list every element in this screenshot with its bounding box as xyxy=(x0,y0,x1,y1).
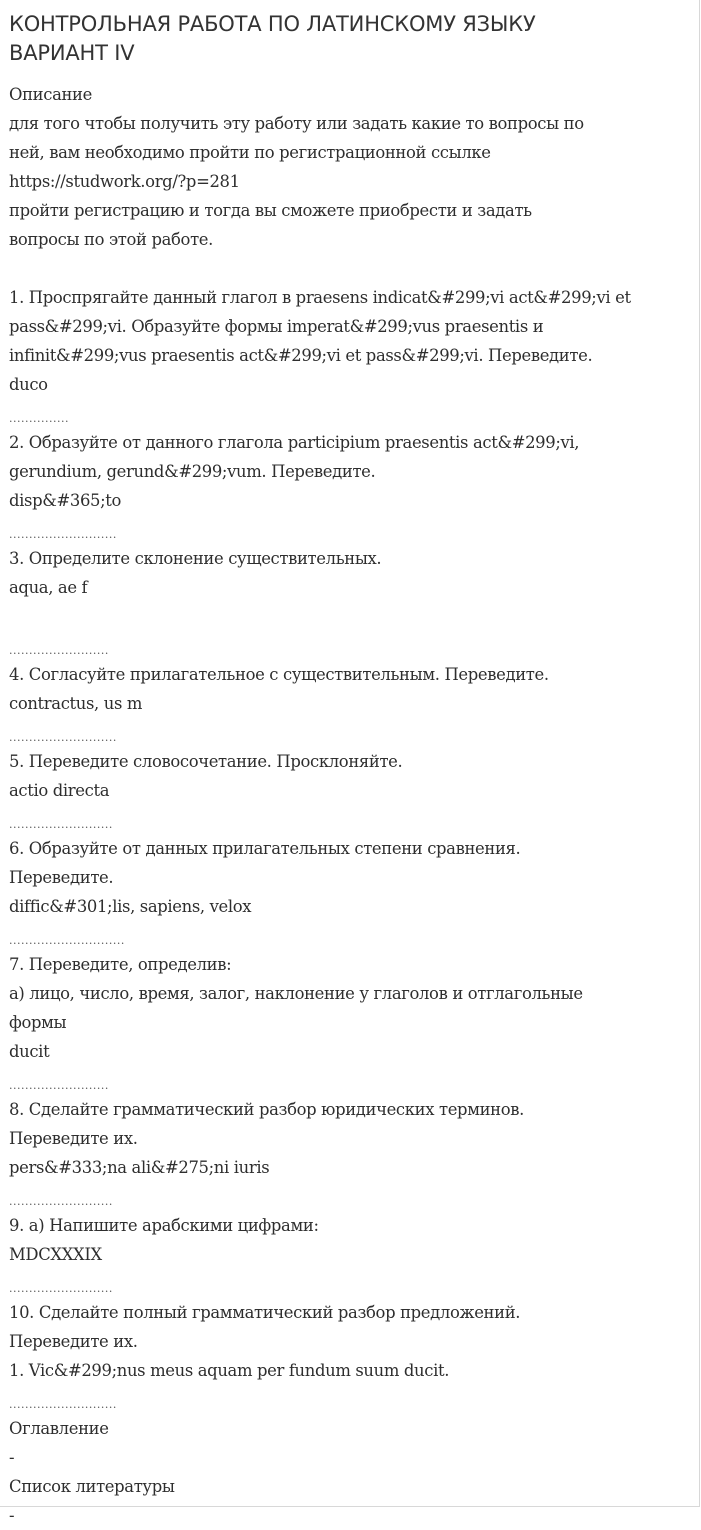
answer-placeholder-dots: ............... xyxy=(9,412,69,425)
task-line: 8. Сделайте грамматический разбор юридических терминов. xyxy=(9,1100,524,1119)
task-line: pers&#333;na ali&#275;ni iuris xyxy=(9,1158,270,1177)
task-item xyxy=(9,428,695,544)
task-line: MDCXXXIX xyxy=(9,1245,102,1264)
task-line: а) лицо, число, время, залог, наклонение у глаголов и отглагольные xyxy=(9,984,583,1003)
page-title xyxy=(9,10,695,68)
task-item xyxy=(9,1211,695,1298)
page-title-line-2: ВАРИАНТ IV xyxy=(9,41,135,65)
answer-placeholder-dots: ........................... xyxy=(9,528,117,541)
task-item xyxy=(9,1298,695,1414)
task-line: Переведите их. xyxy=(9,1332,138,1351)
answer-placeholder-dots: .......................... xyxy=(9,1195,113,1208)
spacer xyxy=(9,254,695,283)
task-line: 9. а) Напишите арабскими цифрами: xyxy=(9,1216,319,1235)
intro-line-4: вопросы по этой работе. xyxy=(9,230,213,249)
task-line: Переведите их. xyxy=(9,1129,138,1148)
contents-value: - xyxy=(9,1448,15,1467)
task-line xyxy=(9,602,695,631)
description-label: Описание xyxy=(9,85,92,104)
answer-placeholder-dots: ........................... xyxy=(9,731,117,744)
answer-placeholder-dots: .......................... xyxy=(9,818,113,831)
task-line: 5. Переведите словосочетание. Просклоняйте. xyxy=(9,752,403,771)
answer-placeholder-dots: ......................... xyxy=(9,1079,109,1092)
contents-label: Оглавление xyxy=(9,1419,109,1438)
task-line: disp&#365;to xyxy=(9,491,122,510)
task-line: 1. Проспрягайте данный глагол в praesens indicat&#299;vi act&#299;vi et xyxy=(9,288,631,307)
answer-placeholder-dots: .......................... xyxy=(9,1282,113,1295)
task-line: ducit xyxy=(9,1042,50,1061)
document-content xyxy=(9,10,695,1530)
task-line: infinit&#299;vus praesentis act&#299;vi et pass&#299;vi. Переведите. xyxy=(9,346,593,365)
answer-placeholder-dots: ......................... xyxy=(9,644,109,657)
task-line: 1. Vic&#299;nus meus aquam per fundum suum ducit. xyxy=(9,1361,450,1380)
task-line: Переведите. xyxy=(9,868,114,887)
task-item xyxy=(9,834,695,950)
answer-placeholder-dots: ............................. xyxy=(9,934,125,947)
task-line: 3. Определите склонение существительных. xyxy=(9,549,382,568)
task-line: contractus, us m xyxy=(9,694,143,713)
task-line: 6. Образуйте от данных прилагательных степени сравнения. xyxy=(9,839,521,858)
task-line: 2. Образуйте от данного глагола participium praesentis act&#299;vi, xyxy=(9,433,580,452)
task-line: 7. Переведите, определив: xyxy=(9,955,232,974)
page-title-line-1: КОНТРОЛЬНАЯ РАБОТА ПО ЛАТИНСКОМУ ЯЗЫКУ xyxy=(9,12,536,36)
task-line: формы xyxy=(9,1013,67,1032)
task-line: 4. Согласуйте прилагательное с существительным. Переведите. xyxy=(9,665,549,684)
task-item xyxy=(9,1095,695,1211)
task-line: 10. Сделайте полный грамматический разбор предложений. xyxy=(9,1303,521,1322)
intro-line-1: для того чтобы получить эту работу или задать какие то вопросы по xyxy=(9,114,584,133)
task-item xyxy=(9,747,695,834)
task-line: gerundium, gerund&#299;vum. Переведите. xyxy=(9,462,376,481)
task-line: actio directa xyxy=(9,781,110,800)
task-line: duco xyxy=(9,375,48,394)
task-line: diffic&#301;lis, sapiens, velox xyxy=(9,897,252,916)
task-item xyxy=(9,660,695,747)
bibliography-label: Список литературы xyxy=(9,1477,175,1496)
document-body xyxy=(9,80,695,1530)
intro-line-3: пройти регистрацию и тогда вы сможете приобрести и задать xyxy=(9,201,532,220)
task-item xyxy=(9,544,695,660)
task-item xyxy=(9,950,695,1095)
task-item xyxy=(9,283,695,428)
bibliography-value: - xyxy=(9,1506,15,1525)
answer-placeholder-dots: ........................... xyxy=(9,1398,117,1411)
task-line: aqua, ae f xyxy=(9,578,88,597)
task-line: pass&#299;vi. Образуйте формы imperat&#299;vus praesentis и xyxy=(9,317,544,336)
registration-link[interactable]: https://studwork.org/?p=281 xyxy=(9,172,240,191)
task-list xyxy=(9,283,695,1414)
intro-line-2: ней, вам необходимо пройти по регистрационной ссылке xyxy=(9,143,491,162)
